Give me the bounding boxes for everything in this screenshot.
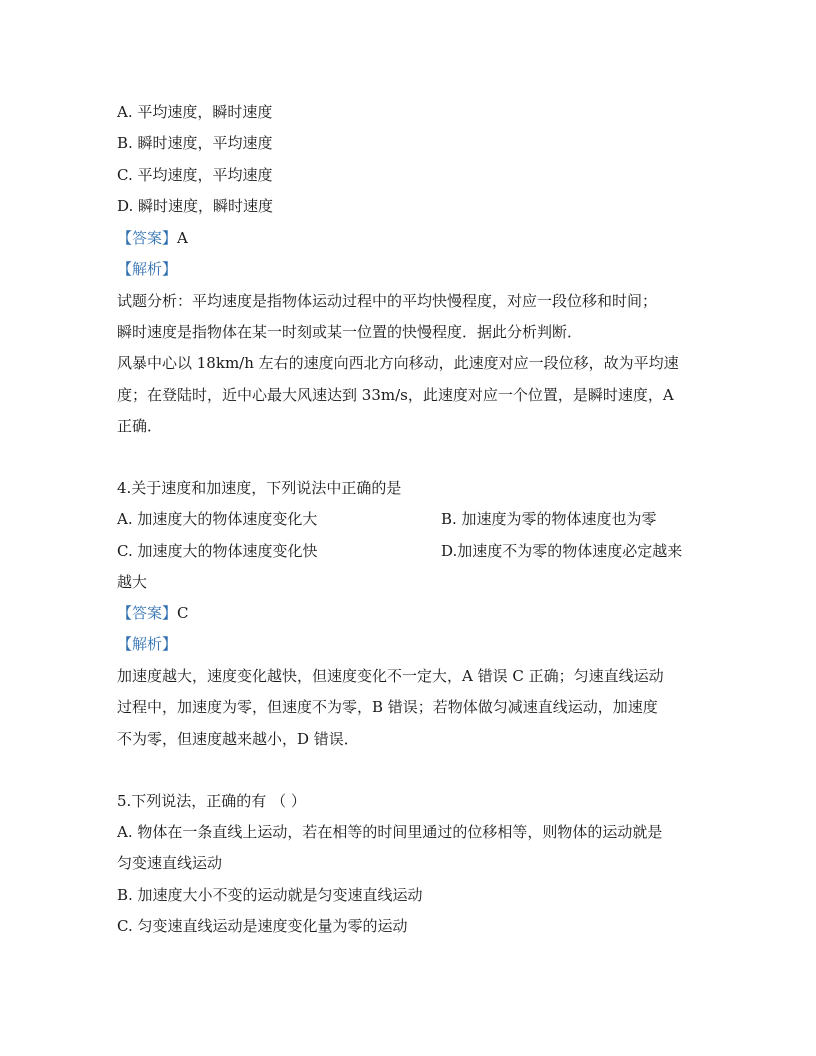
- q3-analysis-line: 风暴中心以 18km/h 左右的速度向西北方向移动，此速度对应一段位移，故为平均速: [117, 354, 679, 372]
- q5-stem: 5.下列说法，正确的有 （ ）: [117, 792, 306, 810]
- answer-tag: 【答案】: [117, 229, 178, 247]
- q4-option-d: D.加速度不为零的物体速度必定越来: [441, 542, 683, 560]
- q3-analysis-tag: 【解析】: [117, 260, 178, 278]
- q4-answer-line: [117, 602, 189, 624]
- q3-answer-line: [117, 227, 188, 249]
- q4-option-d-cont: 越大: [117, 573, 148, 591]
- q4-analysis-tag: 【解析】: [117, 635, 178, 653]
- q3-option-b: B. 瞬时速度，平均速度: [117, 134, 273, 152]
- q4-answer: C: [177, 604, 189, 622]
- q5-option-c: C. 匀变速直线运动是速度变化量为零的运动: [117, 917, 408, 935]
- q4-option-a: A. 加速度大的物体速度变化大: [117, 510, 318, 528]
- q3-analysis-line: 正确．: [117, 417, 163, 435]
- q4-analysis-line: 过程中，加速度为零，但速度不为零，B 错误；若物体做匀减速直线运动，加速度: [117, 698, 658, 716]
- answer-tag: 【答案】: [117, 604, 178, 622]
- q3-analysis-line: 试题分析：平均速度是指物体运动过程中的平均快慢程度，对应一段位移和时间；: [117, 292, 658, 310]
- q5-option-a-cont: 匀变速直线运动: [117, 854, 223, 872]
- q3-answer: A: [177, 229, 188, 247]
- q5-option-a: A. 物体在一条直线上运动，若在相等的时间里通过的位移相等，则物体的运动就是: [117, 823, 663, 841]
- q3-option-d: D. 瞬时速度，瞬时速度: [117, 197, 274, 215]
- q5-option-b: B. 加速度大小不变的运动就是匀变速直线运动: [117, 886, 423, 904]
- q4-stem: 4.关于速度和加速度，下列说法中正确的是: [117, 479, 402, 497]
- q3-analysis-line: 瞬时速度是指物体在某一时刻或某一位置的快慢程度．据此分析判断．: [117, 323, 583, 341]
- q3-analysis-line: 度；在登陆时，近中心最大风速达到 33m/s，此速度对应一个位置，是瞬时速度，A: [117, 386, 674, 404]
- q3-option-c: C. 平均速度，平均速度: [117, 166, 273, 184]
- q4-option-b: B. 加速度为零的物体速度也为零: [441, 510, 657, 528]
- q3-option-a: A. 平均速度，瞬时速度: [117, 103, 273, 121]
- q4-analysis-line: 不为零，但速度越来越小，D 错误．: [117, 730, 359, 748]
- q4-option-c: C. 加速度大的物体速度变化快: [117, 542, 318, 560]
- q4-analysis-line: 加速度越大，速度变化越快，但速度变化不一定大，A 错误 C 正确；匀速直线运动: [117, 667, 664, 685]
